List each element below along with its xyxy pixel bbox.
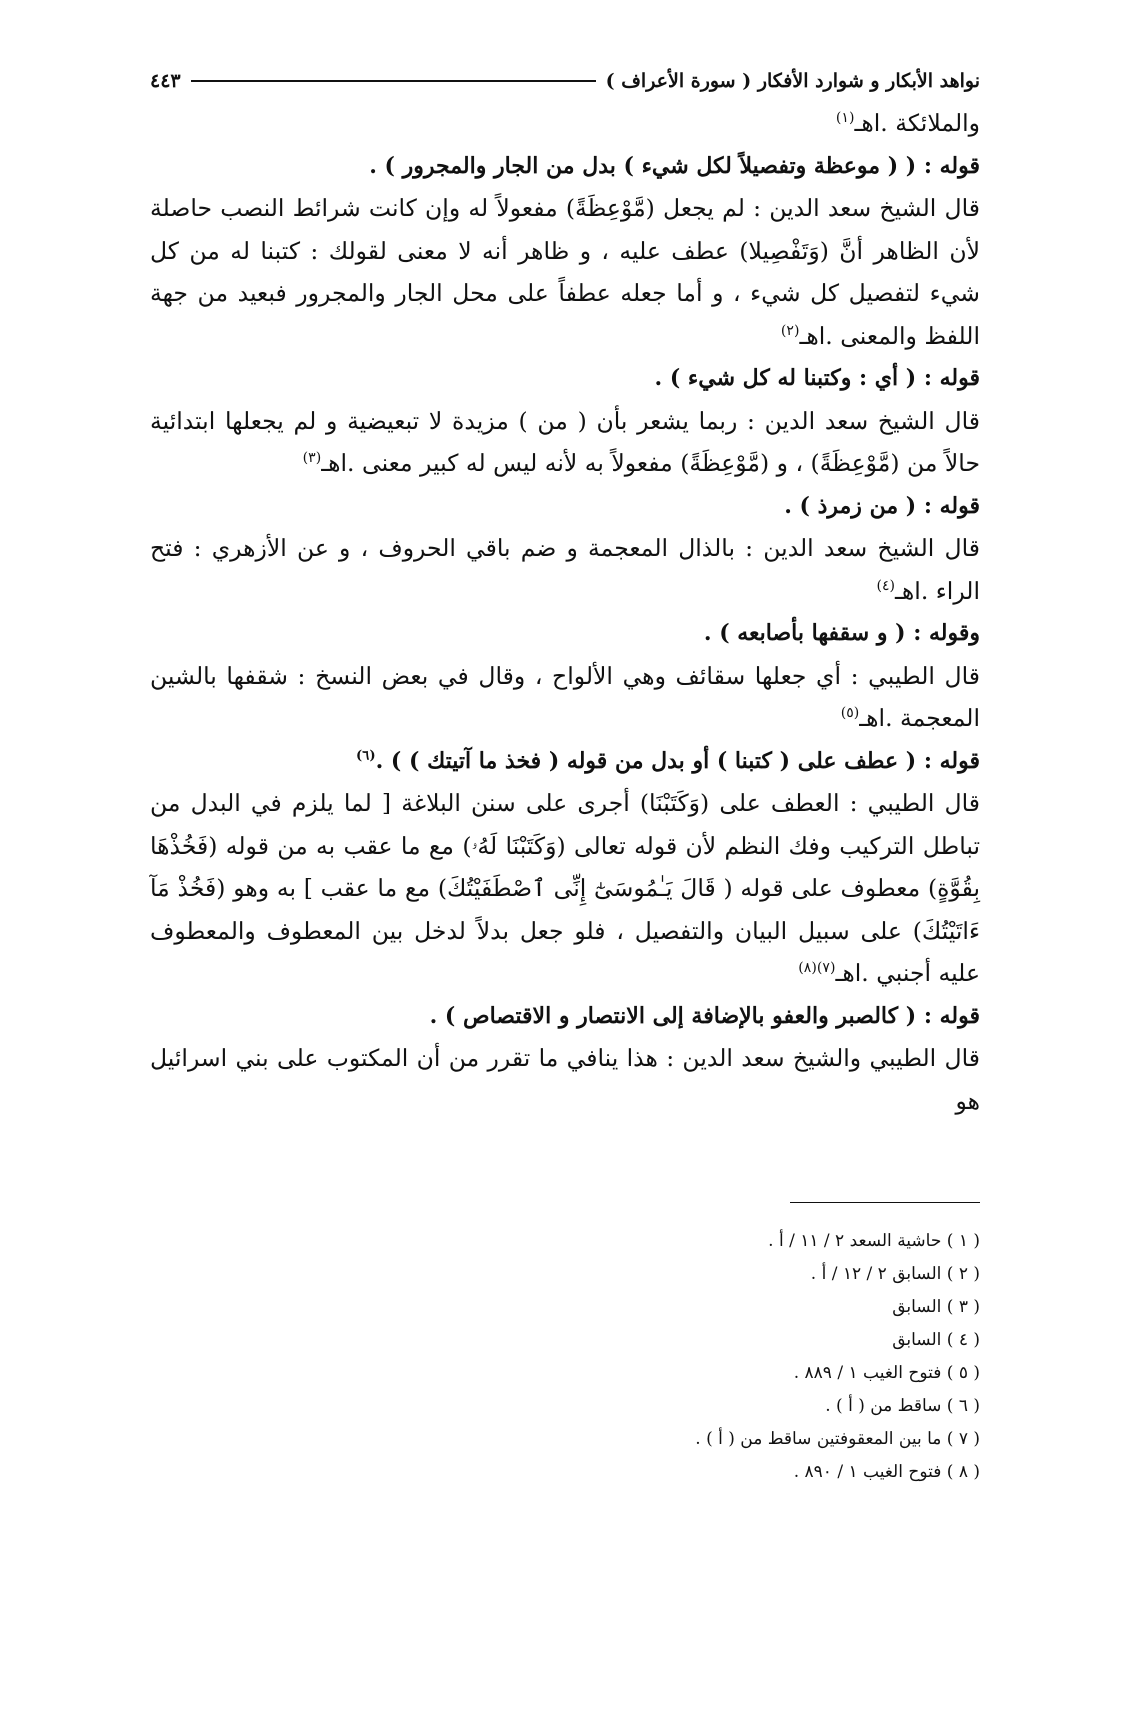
paragraph: قال الطيبي والشيخ سعد الدين : هذا ينافي ما تقرر من أن المكتوب على بني اسرائيل هو <box>150 1044 980 1115</box>
main-text <box>150 102 980 1122</box>
footnote-ref: (٦) <box>356 748 376 764</box>
footnote-ref: (١) <box>835 110 855 127</box>
footnote-ref: (٤) <box>876 577 896 594</box>
footnotes <box>480 1225 980 1489</box>
footnote-ref: (٢) <box>780 322 800 339</box>
paragraph: قال الشيخ سعد الدين : ربما يشعر بأن ( من ) مزيدة لا تبعيضية و لم يجعلها ابتدائية حالاً من (مَّوْعِظَةً) ، و (مَّوْعِظَةً) مفعولاً به لأنه ليس له كبير معنى .اهـ$^{(٣)}$ <box>150 406 980 477</box>
paragraph: والملائكة .اهـ$^{(١)}$ <box>835 109 980 137</box>
paragraph: قال الشيخ سعد الدين : لم يجعل (مَّوْعِظَةً) مفعولاً له وإن كانت شرائط النصب حاصلة لأن الظاهر أنَّ (وَتَفْصِيلا) عطف عليه ، و ظاهر أنه لا معنى لقولك : كتبنا له من كل شيء لتفصيل كل شيء ، و أما جعله عطفاً على محل الجار والمجرور فبعيد من جهة اللفظ والمعنى .اهـ$^{(٢)}$ <box>150 194 980 350</box>
paragraph: قال الشيخ سعد الدين : بالذال المعجمة و ضم باقي الحروف ، و عن الأزهري : فتح الراء .اهـ$^{(٤)}$ <box>150 534 980 605</box>
paragraph: قال الطيبي : العطف على (وَكَتَبْنَا) أجرى على سنن البلاغة [ لما يلزم في البدل من تباطل التركيب وفك النظم لأن قوله تعالى (وَكَتَبْنَا لَهُۥ) مع ما عقب به من قوله (فَخُذْهَا بِقُوَّةٍ) معطوف على قوله ( قَالَ يَـٰمُوسَىٰٓ إِنِّى ٱصْطَفَيْتُكَ) مع ما عقب ] به وهو (فَخُذْ مَآ ءَاتَيْتُكَ) على سبيل البيان والتفصيل ، فلو جعل بدلاً لدخل بين المعطوف والمعطوف عليه أجنبي .اهـ$^{(٧)(٨)}$ <box>150 789 980 987</box>
footnote: ( ٨ ) فتوح الغيب ١ / ٨٩٠ . <box>793 1462 980 1482</box>
footnote-ref: (٣) <box>302 450 322 467</box>
page-number: ٤٤٣ <box>150 70 181 92</box>
footnote: ( ٥ ) فتوح الغيب ١ / ٨٨٩ . <box>793 1363 980 1383</box>
header-title: نواهد الأبكار و شوارد الأفكار ( سورة الأعراف ) <box>605 70 980 92</box>
footnote: ( ١ ) حاشية السعد ٢ / ١١ / أ . <box>768 1231 980 1251</box>
quote-heading: قوله : ( ( موعظة وتفصيلاً لكل شيء ) بدل من الجار والمجرور ) . <box>369 152 980 179</box>
header-rule <box>191 80 596 82</box>
footnote: ( ٤ ) السابق <box>892 1330 980 1350</box>
quote-heading: قوله : ( عطف على ( كتبنا ) أو بدل من قوله ( فخذ ما آتيتك ) ) .$^{(٦)}$ <box>356 747 980 774</box>
footnote-ref: (٥) <box>840 705 860 722</box>
quote-heading: وقوله : ( و سقفها بأصابعه ) . <box>703 620 980 646</box>
footnote: ( ٣ ) السابق <box>892 1297 980 1317</box>
paragraph: قال الطيبي : أي جعلها سقائف وهي الألواح ، وقال في بعض النسخ : شقفها بالشين المعجمة .اهـ$^{(٥)}$ <box>150 661 980 732</box>
quote-heading: قوله : ( كالصبر والعفو بالإضافة إلى الانتصار و الاقتصاص ) . <box>429 1002 980 1029</box>
footnote: ( ٦ ) ساقط من ( أ ) . <box>825 1396 980 1416</box>
running-header <box>150 66 980 96</box>
quote-heading: قوله : ( أي : وكتبنا له كل شيء ) . <box>654 365 980 391</box>
footnote-ref: (٨) <box>798 960 817 977</box>
footnote: ( ٧ ) ما بين المعقوفتين ساقط من ( أ ) . <box>695 1429 980 1449</box>
footnote-separator <box>790 1202 980 1203</box>
footnote: ( ٢ ) السابق ٢ / ١٢ / أ . <box>810 1264 980 1284</box>
footnote-ref: (٧) <box>816 960 836 977</box>
quote-heading: قوله : ( من زمرذ ) . <box>784 492 980 519</box>
